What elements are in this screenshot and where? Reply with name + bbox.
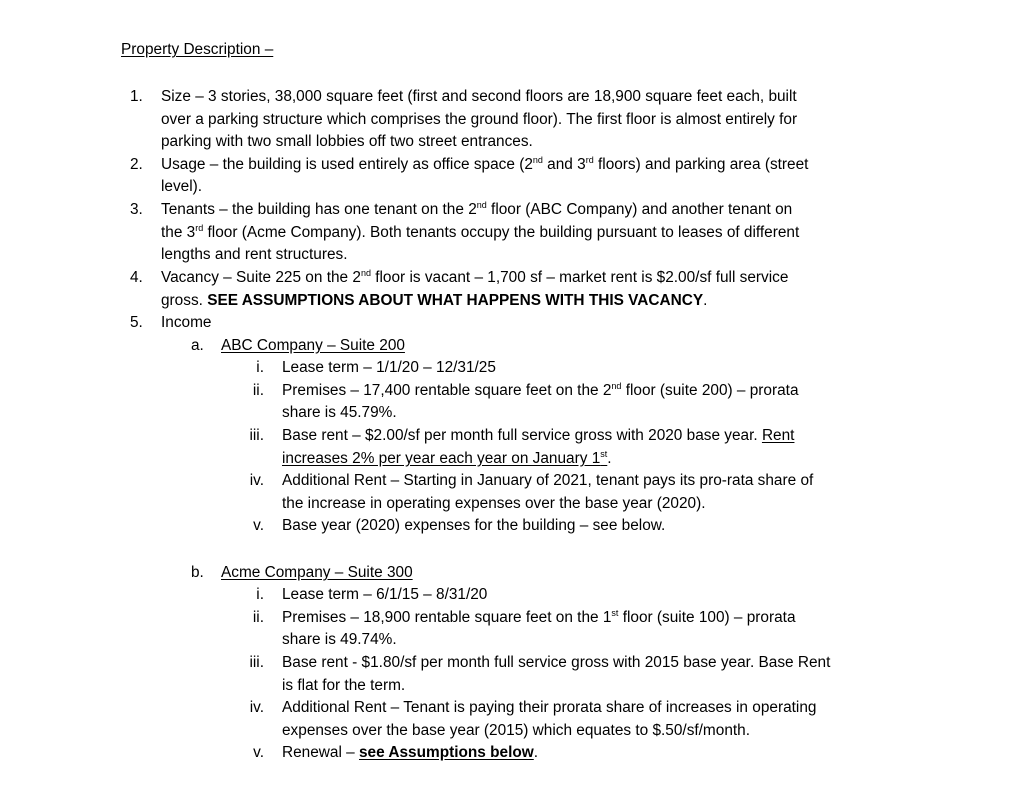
size-line-3: parking with two small lobbies off two street entrances. [161, 133, 533, 150]
acme-renewal: Renewal – see Assumptions below. [282, 744, 539, 761]
abc-base-rent-line-1: Base rent – $2.00/sf per month full service gross with 2020 base year. Rent [282, 427, 795, 444]
usage-line-1: Usage – the building is used entirely as office space (2nd and 3rd floors) and parking area (street [161, 154, 809, 173]
section-heading: Property Description – [121, 41, 274, 58]
list-number: 1. [130, 88, 143, 105]
list-number: 3. [130, 201, 143, 218]
usage-line-2: level). [161, 178, 203, 195]
size-line-2: over a parking structure which comprises the ground floor). The first floor is almost entirely for [161, 111, 798, 128]
vacancy-line-1: Vacancy – Suite 225 on the 2nd floor is vacant – 1,700 sf – market rent is $2.00/sf full service [161, 267, 789, 286]
list-number: 5. [130, 314, 143, 331]
roman-numeral: ii. [252, 382, 264, 399]
acme-premises-line-2: share is 49.74%. [282, 631, 397, 648]
roman-numeral: iv. [249, 699, 264, 716]
list-number: 4. [130, 269, 143, 286]
roman-numeral: i. [256, 359, 264, 376]
abc-title: ABC Company – Suite 200 [221, 337, 405, 354]
abc-additional-rent-line-1: Additional Rent – Starting in January of 2021, tenant pays its pro-rata share of [282, 472, 814, 489]
roman-numeral: v. [253, 744, 264, 761]
list-number: 2. [130, 156, 143, 173]
sublist-letter: b. [191, 564, 204, 581]
abc-premises-line-2: share is 45.79%. [282, 404, 397, 421]
acme-lease-term: Lease term – 6/1/15 – 8/31/20 [282, 586, 488, 603]
acme-premises-line-1: Premises – 18,900 rentable square feet on the 1st floor (suite 100) – prorata [282, 607, 796, 626]
roman-numeral: i. [256, 586, 264, 603]
abc-lease-term: Lease term – 1/1/20 – 12/31/25 [282, 359, 496, 376]
roman-numeral: iii. [249, 427, 264, 444]
roman-numeral: ii. [252, 609, 264, 626]
acme-base-rent-line-2: is flat for the term. [282, 677, 406, 694]
tenants-line-3: lengths and rent structures. [161, 246, 348, 263]
abc-premises-line-1: Premises – 17,400 rentable square feet on the 2nd floor (suite 200) – prorata [282, 380, 799, 399]
acme-additional-rent-line-1: Additional Rent – Tenant is paying their prorata share of increases in operating [282, 699, 817, 716]
abc-base-rent-line-2: increases 2% per year each year on January 1st. [282, 448, 612, 467]
acme-additional-rent-line-2: expenses over the base year (2015) which equates to $.50/sf/month. [282, 722, 750, 739]
size-line-1: Size – 3 stories, 38,000 square feet (first and second floors are 18,900 square feet each, built [161, 88, 797, 105]
roman-numeral: iii. [249, 654, 264, 671]
abc-additional-rent-line-2: the increase in operating expenses over the base year (2020). [282, 495, 706, 512]
vacancy-line-2: gross. SEE ASSUMPTIONS ABOUT WHAT HAPPENS WITH THIS VACANCY. [161, 292, 708, 309]
sublist-letter: a. [191, 337, 204, 354]
tenants-line-1: Tenants – the building has one tenant on the 2nd floor (ABC Company) and another tenant on [161, 199, 793, 218]
tenants-line-2: the 3rd floor (Acme Company). Both tenants occupy the building pursuant to leases of different [161, 222, 800, 241]
income-label: Income [161, 314, 212, 331]
acme-base-rent-line-1: Base rent - $1.80/sf per month full service gross with 2015 base year. Base Rent [282, 654, 831, 671]
acme-title: Acme Company – Suite 300 [221, 564, 413, 581]
abc-base-year: Base year (2020) expenses for the building – see below. [282, 517, 666, 534]
roman-numeral: iv. [249, 472, 264, 489]
roman-numeral: v. [253, 517, 264, 534]
